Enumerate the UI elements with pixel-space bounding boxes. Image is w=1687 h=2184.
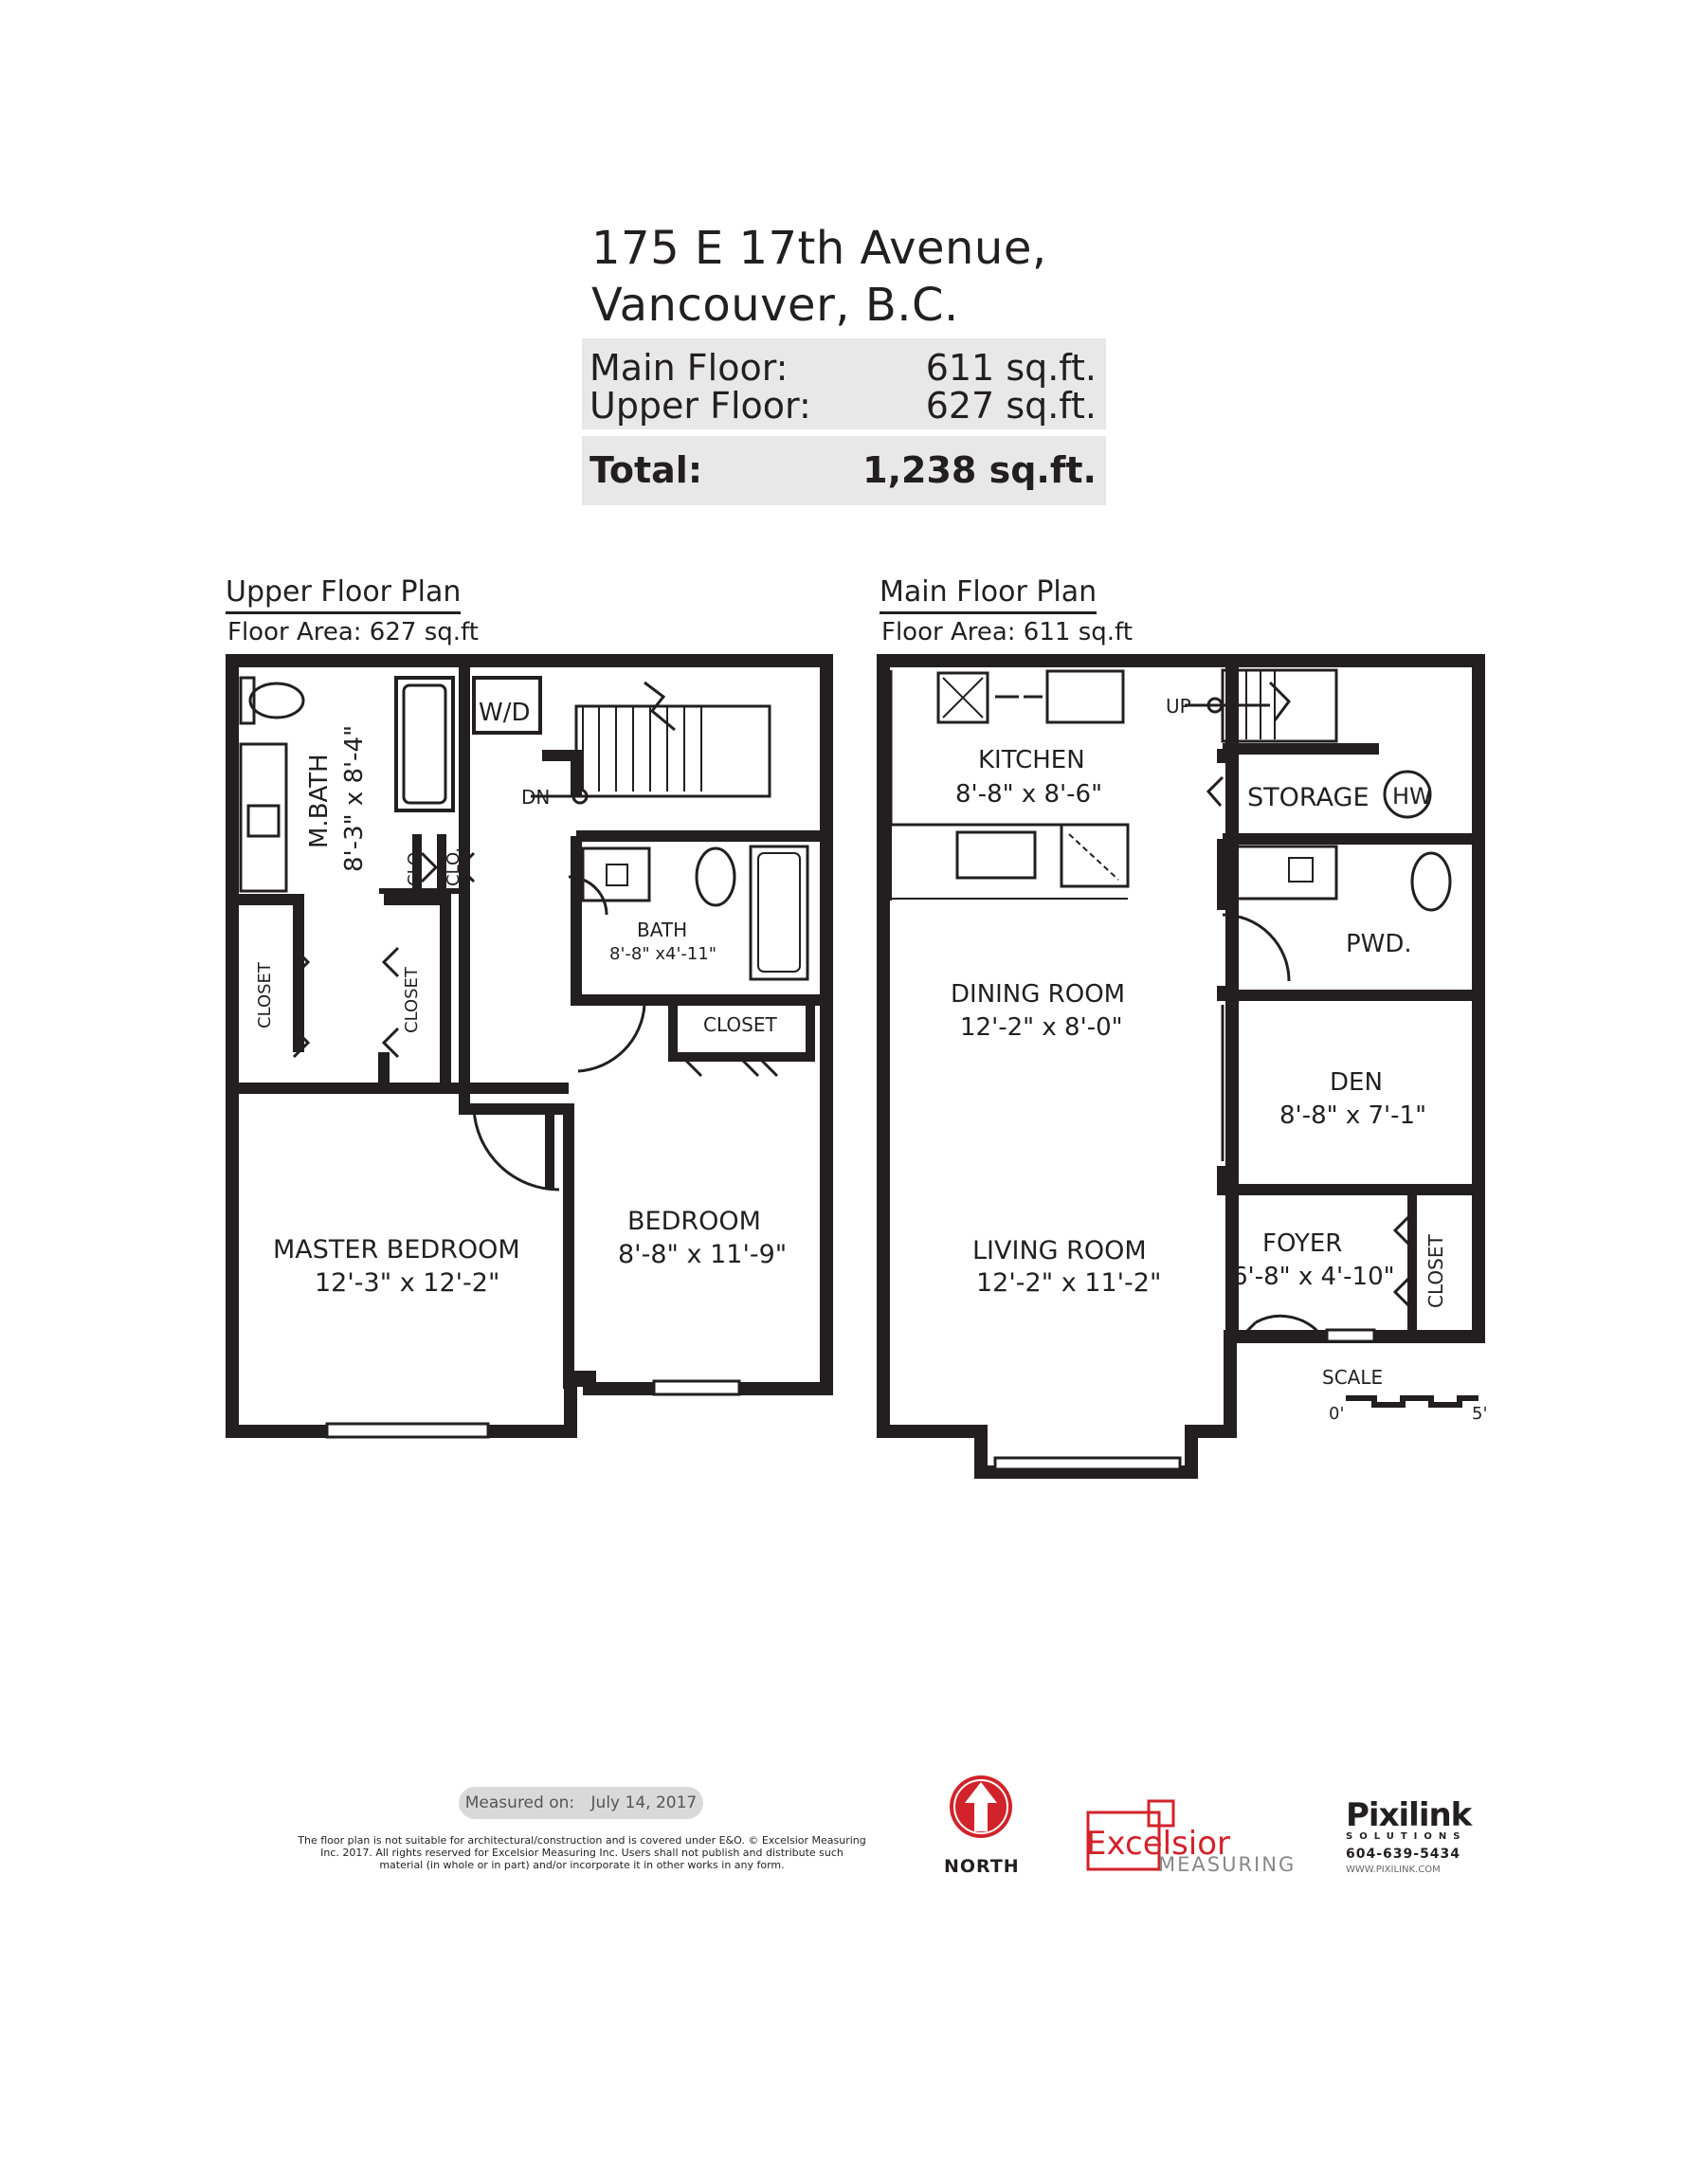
kitchen-dim: 8'-8" x 8'-6" [955, 780, 1103, 809]
excelsior-sub: MEASURING [1158, 1853, 1297, 1876]
north-arrow-icon [950, 1775, 1012, 1838]
master-window [327, 1424, 488, 1437]
dining-dim: 12'-2" x 8'-0" [960, 1013, 1123, 1042]
up-label: UP [1166, 695, 1191, 718]
dining-name: DINING ROOM [951, 980, 1126, 1009]
master-name: MASTER BEDROOM [273, 1235, 520, 1265]
bath-door [578, 1005, 644, 1071]
master-dim: 12'-3" x 12'-2" [315, 1268, 500, 1298]
closet-label-1: CLOSET [255, 962, 275, 1028]
living-name: LIVING ROOM [972, 1236, 1147, 1265]
measured-on-pill [459, 1787, 703, 1819]
living-window [995, 1458, 1180, 1469]
measured-label: Measured on: [464, 1793, 575, 1812]
main-floor-label: Main Floor: [590, 347, 789, 389]
scale-bar [1346, 1398, 1478, 1405]
upper-floor-value: 627 sq.ft. [925, 385, 1097, 427]
pixilink-sub: SOLUTIONS [1346, 1831, 1467, 1842]
storage-label: STORAGE [1247, 783, 1370, 812]
foyer-closet-label: CLOSET [1424, 1234, 1447, 1308]
mbath-name: M.BATH [305, 754, 334, 848]
foyer-name: FOYER [1262, 1229, 1343, 1258]
den-name: DEN [1330, 1068, 1383, 1097]
upper-floor-label: Upper Floor: [590, 385, 811, 427]
address-line-1: 175 E 17th Avenue, [591, 222, 1047, 275]
bedroom-name: BEDROOM [627, 1207, 761, 1236]
disclaimer: The floor plan is not suitable for architectural/construction and is covered under E&O. © Excelsior Measuring Inc. 2017. All rights reserved for Excelsior Measuring Inc. Users shall not publish and distribute such material (in whole or in part) and/or incorporate it in other works in any form. [298, 1834, 866, 1871]
den-dim: 8'-8" x 7'-1" [1279, 1101, 1427, 1130]
dn-label: DN [521, 786, 551, 809]
measured-date: July 14, 2017 [590, 1793, 698, 1812]
north-label: NORTH [944, 1856, 1020, 1877]
address-line-2: Vancouver, B.C. [591, 279, 959, 332]
bedroom-closet-label: CLOSET [703, 1013, 777, 1036]
bath-dim: 8'-8" x4'-11" [609, 944, 717, 964]
clo-label-1: CLO. [405, 846, 425, 886]
excelsior-name: Excelsior [1086, 1825, 1231, 1863]
pixilink-web: WWW.PIXILINK.COM [1346, 1865, 1441, 1875]
main-plan-title: Main Floor Plan [880, 578, 1097, 614]
kitchen-name: KITCHEN [978, 746, 1085, 774]
living-dim: 12'-2" x 11'-2" [976, 1268, 1162, 1298]
foyer-dim: 6'-8" x 4'-10" [1232, 1263, 1395, 1291]
upper-plan-title: Upper Floor Plan [226, 578, 461, 614]
clo-label-2: CLO. [444, 846, 463, 886]
bedroom-window [654, 1381, 739, 1394]
bath-name: BATH [637, 919, 688, 941]
hw-label: HW [1392, 783, 1432, 810]
total-label: Total: [590, 449, 703, 491]
pixilink-phone: 604-639-5434 [1346, 1847, 1461, 1862]
pwd-label: PWD. [1346, 930, 1412, 958]
mbath-dim: 8'-3" x 8'-4" [340, 724, 369, 872]
scale-label: SCALE [1322, 1366, 1384, 1389]
total-value: 1,238 sq.ft. [862, 449, 1097, 491]
main-floor-value: 611 sq.ft. [925, 347, 1097, 389]
wd-label: W/D [479, 699, 531, 727]
bedroom-dim: 8'-8" x 11'-9" [618, 1240, 788, 1269]
closet-label-2: CLOSET [402, 967, 422, 1033]
main-plan-area: Floor Area: 611 sq.ft [881, 618, 1133, 646]
pixilink-name: Pixilink [1346, 1796, 1472, 1834]
scale-end: 5' [1472, 1404, 1488, 1424]
foyer-window [1327, 1330, 1374, 1341]
scale-start: 0' [1329, 1404, 1345, 1424]
upper-plan-area: Floor Area: 627 sq.ft [227, 618, 479, 646]
